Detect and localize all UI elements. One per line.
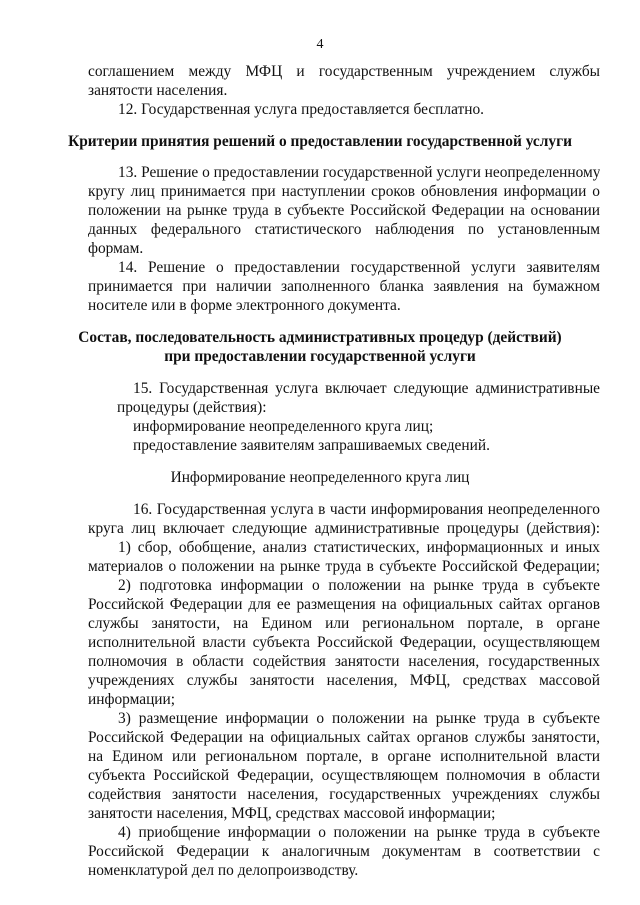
text-line: субъекта Российской Федерации, осуществляющем полномочия в области — [88, 767, 600, 784]
text-line: 4) приобщение информации о положении на рынке труда в субъекте — [118, 824, 600, 841]
text-line: кругу лиц принимается при наступлении сроков обновления информации о — [88, 183, 600, 200]
text-line: исполнительной власти субъекта Российской Федерации, осуществляющем — [88, 634, 600, 651]
section-heading: Состав, последовательность административных процедур (действий) — [78, 329, 562, 346]
text-line: полномочия в области содействия занятости населения, государственных — [88, 653, 600, 670]
section-heading: при предоставлении государственной услуги — [164, 348, 476, 365]
text-line: круга лиц включает следующие административные процедуры (действия): — [88, 520, 600, 537]
text-line: содействия занятости населения, государственных учреждениях службы — [88, 786, 600, 803]
text-line: материалов о положении на рынке труда в субъекте Российской Федерации; — [88, 558, 600, 575]
text-line: принимается при наличии заполненного бланка заявления на бумажном — [88, 278, 600, 295]
text-line: 12. Государственная услуга предоставляется бесплатно. — [118, 101, 485, 118]
text-line: 15. Государственная услуга включает следующие административные — [133, 380, 600, 397]
page-number: 4 — [316, 37, 324, 52]
text-line: 16. Государственная услуга в части информирования неопределенного — [133, 501, 600, 518]
text-line: предоставление заявителям запрашиваемых сведений. — [133, 437, 490, 454]
text-line: информации; — [88, 691, 176, 708]
text-line: процедуры (действия): — [117, 399, 267, 416]
text-line: носителе или в форме электронного документа. — [88, 297, 401, 314]
text-line: соглашением между МФЦ и государственным учреждением службы — [88, 63, 600, 80]
text-line: 14. Решение о предоставлении государственной услуги заявителям — [118, 259, 600, 276]
text-line: 3) размещение информации о положении на рынке труда в субъекте — [118, 710, 600, 727]
section-heading: Критерии принятия решений о предоставлении государственной услуги — [68, 133, 572, 150]
text-line: службы занятости, на Едином или региональном портале, в органе — [88, 615, 600, 632]
text-line: 1) сбор, обобщение, анализ статистических, информационных и иных — [118, 539, 600, 556]
subsection-heading: Информирование неопределенного круга лиц — [170, 469, 470, 486]
text-line: учреждениях службы занятости населения, МФЦ, средствах массовой — [88, 672, 600, 689]
text-line: занятости населения, МФЦ, средствах массовой информации; — [88, 805, 496, 822]
text-line: занятости населения. — [88, 82, 228, 99]
text-line: информирование неопределенного круга лиц; — [133, 418, 434, 435]
text-line: Российской Федерации для ее размещения на официальных сайтах органов — [88, 596, 600, 613]
text-line: Российской Федерации к аналогичным документам в соответствии с — [88, 843, 600, 860]
text-line: формам. — [88, 240, 144, 257]
text-line: данных федерального статистического наблюдения по установленным — [88, 221, 600, 238]
text-line: номенклатурой дел по делопроизводству. — [88, 862, 359, 879]
text-line: на Едином или региональном портале, в органе исполнительной власти — [88, 748, 600, 765]
text-line: положении на рынке труда в субъекте Российской Федерации на основании — [88, 202, 600, 219]
text-line: Российской Федерации на официальных сайтах органов службы занятости, — [88, 729, 600, 746]
text-line: 13. Решение о предоставлении государственной услуги неопределенному — [118, 164, 600, 181]
text-line: 2) подготовка информации о положении на рынке труда в субъекте — [118, 577, 600, 594]
